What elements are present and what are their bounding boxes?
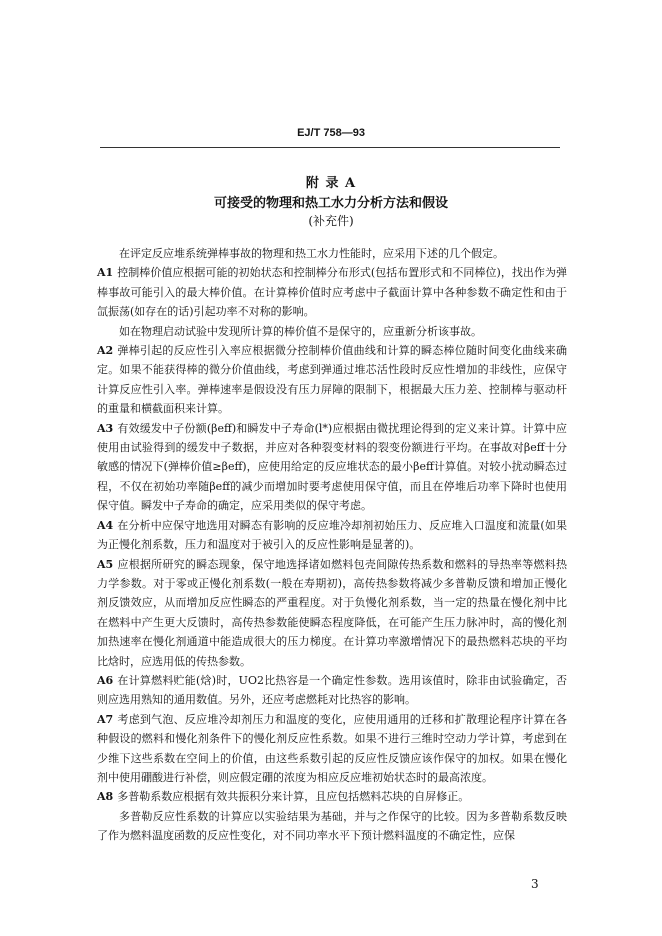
clause-number: A7 (97, 712, 114, 726)
appendix-label: 附 录 A (305, 176, 357, 191)
clause-number: A4 (97, 518, 114, 532)
paragraph (97, 671, 567, 710)
paragraph-text: 有效缓发中子份额(βeff)和瞬发中子寿命(l*)应根据由微扰理论得到的定义来计算。计算中应使用由试验得到的缓发中子数据，并应对各种裂变材料的裂变份额进行平均。在事故对βeff十分敏感的情况下(弹棒价值≥βeff)，应使用给定的反应堆状态的最小βeff计算值。对较小扰动瞬态过程，不仅在初始功率随βeff的减少而增加时要考虑使用保守值，而且在停堆后功率下降时也使用保守值。瞬发中子寿命的确定，应采用类似的保守考虑。 (97, 421, 567, 513)
paragraph-text: 控制棒价值应根据可能的初始状态和控制棒分布形式(包括布置形式和不同棒位)，找出作为弹棒事故可能引入的最大棒价值。在计算棒价值时应考虑中子截面计算中各种参数不确定性和由于氙振荡(如存在的话)引起功率不对称的影响。 (97, 266, 567, 319)
paragraph (97, 787, 567, 806)
clause-number: A6 (97, 673, 114, 687)
clause-number: A2 (97, 344, 114, 358)
paragraph-text: 在分析中应保守地选用对瞬态有影响的反应堆冷却剂初始压力、反应堆入口温度和流量(如果为正慢化剂系数，压力和温度对于被引入的反应性影响是显著的)。 (97, 518, 567, 552)
paragraph-text: 应根据所研究的瞬态现象，保守地选择诸如燃料包壳间隙传热系数和燃料的导热率等燃料热力学参数。对于零或正慢化剂系数(一般在寿期初)，高传热参数将减少多普勒反馈和增加正慢化剂反馈效应，从而增加反应性瞬态的严重程度。对于负慢化剂系数，当一定的热量在慢化剂中比在燃料中产生更大反馈时，高传热参数能使瞬态程度降低，在可能产生压力脉冲时，高的慢化剂加热速率在慢化剂通道中能造成很大的压力梯度。在计算功率激增情况下的最热燃料芯块的平均比焓时，应选用低的传热参数。 (97, 557, 567, 668)
page-number: 3 (531, 877, 539, 891)
paragraph-text: 如在物理启动试验中发现所计算的棒价值不是保守的，应重新分析该事故。 (119, 324, 482, 338)
paragraph (97, 807, 567, 846)
document-code: EJ/T 758—93 (297, 127, 365, 139)
clause-number: A3 (97, 421, 114, 435)
paragraph-text: 弹棒引起的反应性引入率应根据微分控制棒价值曲线和计算的瞬态棒位随时间变化曲线来确定。如果不能获得棒的微分价值曲线，考虑到弹通过堆芯活性段时反应性增加的非线性，应保守计算反应性引入率。弹棒速率是假设没有压力屏障的限制下，根据最大压力差、控制棒与驱动杆的重量和横截面积来计算。 (97, 344, 567, 416)
paragraph (97, 244, 567, 263)
paragraph (97, 419, 567, 516)
paragraph (97, 516, 567, 555)
header-divider (100, 147, 560, 148)
paragraph-text: 在计算燃料贮能(焓)时，UO2比热容是一个确定性参数。选用该值时，除非由试验确定，否则应选用熟知的通用数值。另外，还应考虑燃耗对比热容的影响。 (97, 673, 567, 707)
appendix-title: 可接受的物理和热工水力分析方法和假设 (213, 196, 448, 211)
paragraph (97, 322, 567, 341)
paragraph-text: 在评定反应堆系统弹棒事故的物理和热工水力性能时，应采用下述的几个假定。 (119, 247, 504, 260)
clause-number: A8 (97, 790, 114, 804)
paragraph (97, 555, 567, 671)
paragraph (97, 341, 567, 419)
body-text (97, 244, 567, 846)
paragraph (97, 710, 567, 788)
clause-number: A1 (97, 266, 114, 280)
appendix-subtitle: (补充件) (308, 214, 354, 228)
paragraph (97, 263, 567, 321)
paragraph-text: 多普勒反应性系数的计算应以实验结果为基础，并与之作保守的比较。因为多普勒系数反映了作为燃料温度函数的反应性变化，对不同功率水平下预计燃料温度的不确定性，应保 (97, 809, 567, 843)
clause-number: A5 (97, 557, 114, 571)
paragraph-text: 考虑到气泡、反应堆冷却剂压力和温度的变化，应使用通用的迁移和扩散理论程序计算在各种假设的燃料和慢化剂条件下的慢化剂反应性系数。如果不进行三维时空动力学计算，考虑到在少维下这些系数在空间上的价值，由这些系数引起的反应性反馈应该作保守的加权。如果在慢化剂中使用硼酸进行补偿，则应假定硼的浓度为相应反应堆初始状态时的最高浓度。 (97, 712, 567, 784)
paragraph-text: 多普勒系数应根据有效共振积分来计算，且应包括燃料芯块的自屏修正。 (117, 790, 470, 804)
